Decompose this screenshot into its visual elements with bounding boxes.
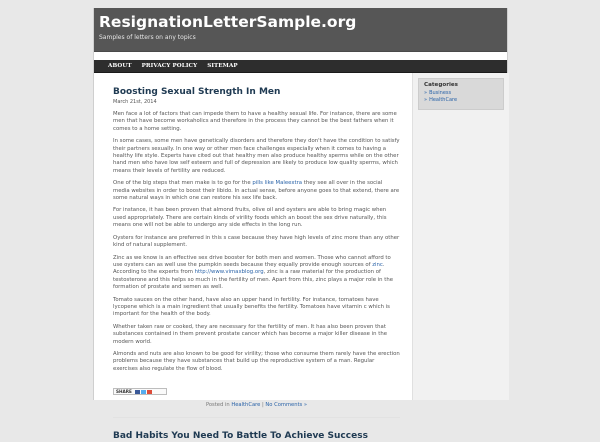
main-navigation — [94, 60, 507, 73]
paragraph-text: they see all over in the social media websites in order to boost their libido. In actual sense, before anyone goes to that extend, there are some natural ways in which one can restore his sex life back. — [113, 180, 400, 202]
nav-item-privacy-policy[interactable]: PRIVACY POLICY — [141, 63, 198, 69]
post-title[interactable]: Boosting Sexual Strength In Men — [113, 87, 281, 97]
post-title[interactable]: Bad Habits You Need To Battle To Achieve Success — [113, 431, 368, 442]
share-button[interactable] — [113, 388, 167, 395]
site-header — [94, 8, 507, 52]
zinc-link[interactable]: zinc — [372, 261, 383, 268]
categories-widget — [418, 78, 504, 110]
bullet-icon: » — [424, 90, 428, 96]
vimaxblog-link[interactable]: http://www.vimaxblog.org — [194, 269, 264, 276]
page-wrapper — [93, 8, 508, 442]
category-label: Business — [429, 90, 452, 96]
paragraph-text: , zinc is a raw material for the production of testosterone and this helps so much in the fertility of men. Apart from this, zinc plays a major role in the formation of prostate and semen as well. — [113, 269, 394, 291]
category-item-healthcare[interactable] — [424, 97, 499, 104]
post-paragraph: For instance, it has been proven that almond fruits, olive oil and oysters are able to bring magic when used appropriately. There are certain kinds of virility foods which an boost the sex drive naturally, this means one will not be able to undergo any side effects in the long run. — [113, 207, 387, 229]
nav-item-about[interactable]: ABOUT — [108, 63, 132, 69]
email-icon — [147, 390, 152, 394]
post-paragraph: Oysters for instance are preferred in this s case because they have high levels of zinc more than any other kind of natural supplement. — [113, 234, 400, 249]
sidebar — [412, 73, 509, 400]
post-paragraph: Whether taken raw or cooked, they are necessary for the fertility of men. It has also been proven that substances contained in them prevent prostate cancer which has become a major killer disease in the modern world. — [113, 323, 388, 345]
main-content — [94, 74, 412, 442]
facebook-icon — [135, 390, 140, 394]
twitter-icon — [141, 390, 146, 394]
paragraph-text: . According to the experts from — [113, 261, 385, 276]
categories-title: Categories — [424, 82, 458, 88]
bullet-icon: » — [424, 97, 428, 103]
paragraph-text: Zinc as we know is an effective sex drive booster for both men and women. Those who cannot afford to use oysters can as well use the pumpkin seeds because they equally provide enough sources of — [113, 254, 391, 268]
nav-item-sitemap[interactable]: SITEMAP — [207, 63, 238, 69]
post — [94, 418, 412, 442]
post — [94, 74, 412, 408]
site-title[interactable]: ResignationLetterSample.org — [99, 13, 357, 31]
share-icons — [135, 390, 152, 394]
paragraph-text: One of the big steps that men make is to go for the — [113, 180, 253, 187]
category-item-business[interactable] — [424, 90, 499, 97]
category-label: HealthCare — [429, 97, 458, 103]
post-paragraph: Almonds and nuts are also known to be good for virility; those who consume them rarely have the erection problems because they have substances that build up the reproductive system of a man. Regular exercises also regulate the flow of blood. — [113, 350, 400, 372]
comments-link[interactable]: No Comments » — [265, 402, 308, 409]
categories-list — [424, 90, 499, 104]
posted-in-label: Posted in — [205, 402, 232, 409]
share-label: SHARE — [116, 389, 132, 395]
post-paragraph: Men face a lot of factors that can impede them to have a healthy sexual life. For instance, there are some men that have become workaholics and therefore in the process they cannot be the best fathers when it comes to a home setting. — [113, 111, 397, 132]
post-paragraph: Tomato sauces on the other hand, have also an upper hand in fertility. For instance, tomatoes have lycopene which is a main ingredient that usually benefits the fertility. Tomatoes have vitamin c which is important for the health of the body. — [113, 296, 390, 318]
post-paragraph — [113, 180, 400, 202]
post-paragraph — [113, 255, 400, 292]
maleextra-link[interactable]: pills like Maleextra — [252, 180, 303, 187]
site-tagline: Samples of letters on any topics — [99, 34, 196, 41]
post-date: March 21st, 2014 — [113, 99, 157, 105]
category-healthcare-link[interactable]: HealthCare — [231, 402, 261, 409]
meta-separator: | — [260, 402, 266, 409]
post-paragraph: In some cases, some men have genetically disorders and therefore they don't have the condition to satisfy their partners sexually. In one way or other men face challenges especially when it comes to having a healthy life style. Experts have cited out that healthy men also produce healthy sperms while on the other hand men who have low self esteem and full of depression are likely to produce low quality sperms, which means their levels of fertility are reduced. — [113, 138, 400, 174]
post-meta — [113, 402, 400, 408]
